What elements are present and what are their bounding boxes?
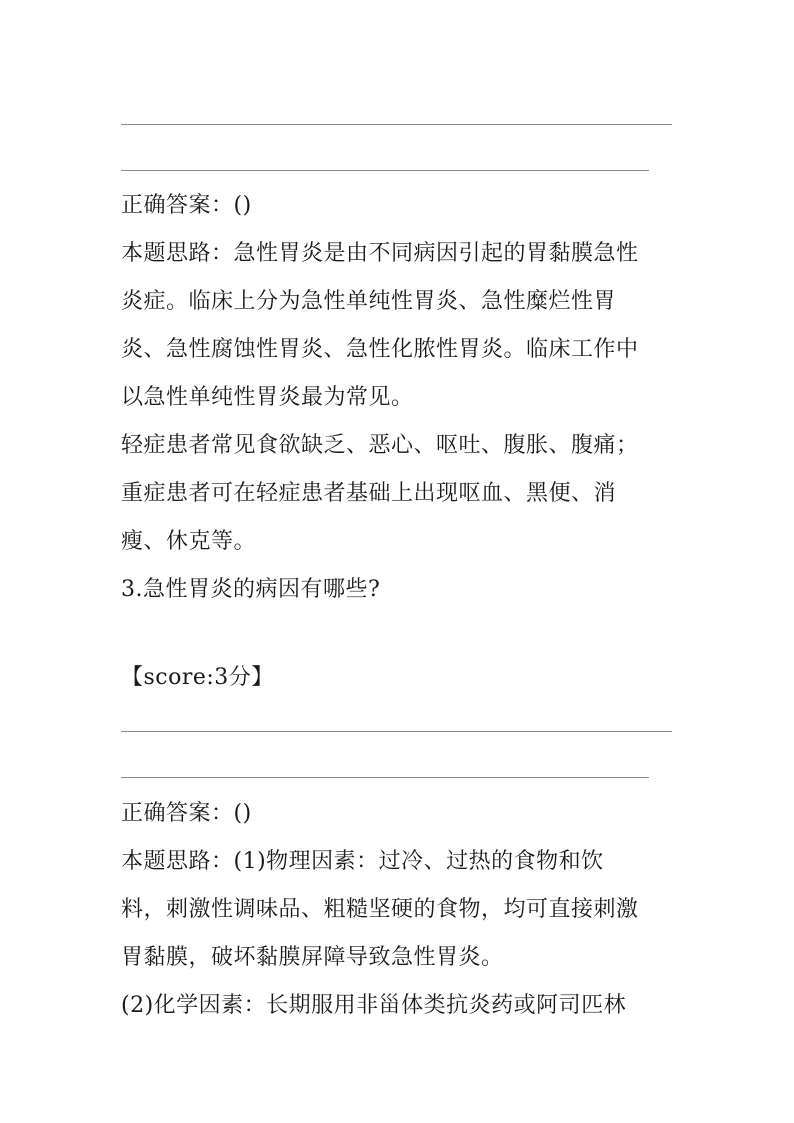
answer-blank-line — [121, 731, 672, 732]
correct-answer-label: 正确答案：() — [121, 801, 252, 826]
explanation-line: 炎症。临床上分为急性单纯性胃炎、急性糜烂性胃 — [121, 289, 617, 314]
score-label: 【score:3分】 — [121, 665, 274, 690]
explanation-line: 炎、急性腐蚀性胃炎、急性化脓性胃炎。临床工作中 — [121, 337, 639, 362]
answer-blank-line — [121, 777, 649, 778]
explanation-line: 本题思路：急性胃炎是由不同病因引起的胃黏膜急性 — [121, 241, 639, 266]
explanation-line: 重症患者可在轻症患者基础上出现呕血、黑便、消 — [121, 481, 617, 506]
explanation-line: 瘦、休克等。 — [121, 529, 257, 554]
explanation-line: 以急性单纯性胃炎最为常见。 — [121, 385, 414, 410]
answer-blank-line — [121, 124, 672, 125]
explanation-line: 轻症患者常见食欲缺乏、恶心、呕吐、腹胀、腹痛； — [121, 433, 639, 458]
explanation-line: 本题思路：(1)物理因素：过冷、过热的食物和饮 — [121, 849, 604, 874]
explanation-line: 胃黏膜，破坏黏膜屏障导致急性胃炎。 — [121, 945, 504, 970]
explanation-line: (2)化学因素：长期服用非甾体类抗炎药或阿司匹林 — [121, 993, 627, 1018]
correct-answer-label: 正确答案：() — [121, 193, 252, 218]
answer-blank-line — [121, 170, 649, 171]
question-text: 3.急性胃炎的病因有哪些? — [121, 577, 381, 602]
explanation-line: 料，刺激性调味品、粗糙坚硬的食物，均可直接刺激 — [121, 897, 639, 922]
